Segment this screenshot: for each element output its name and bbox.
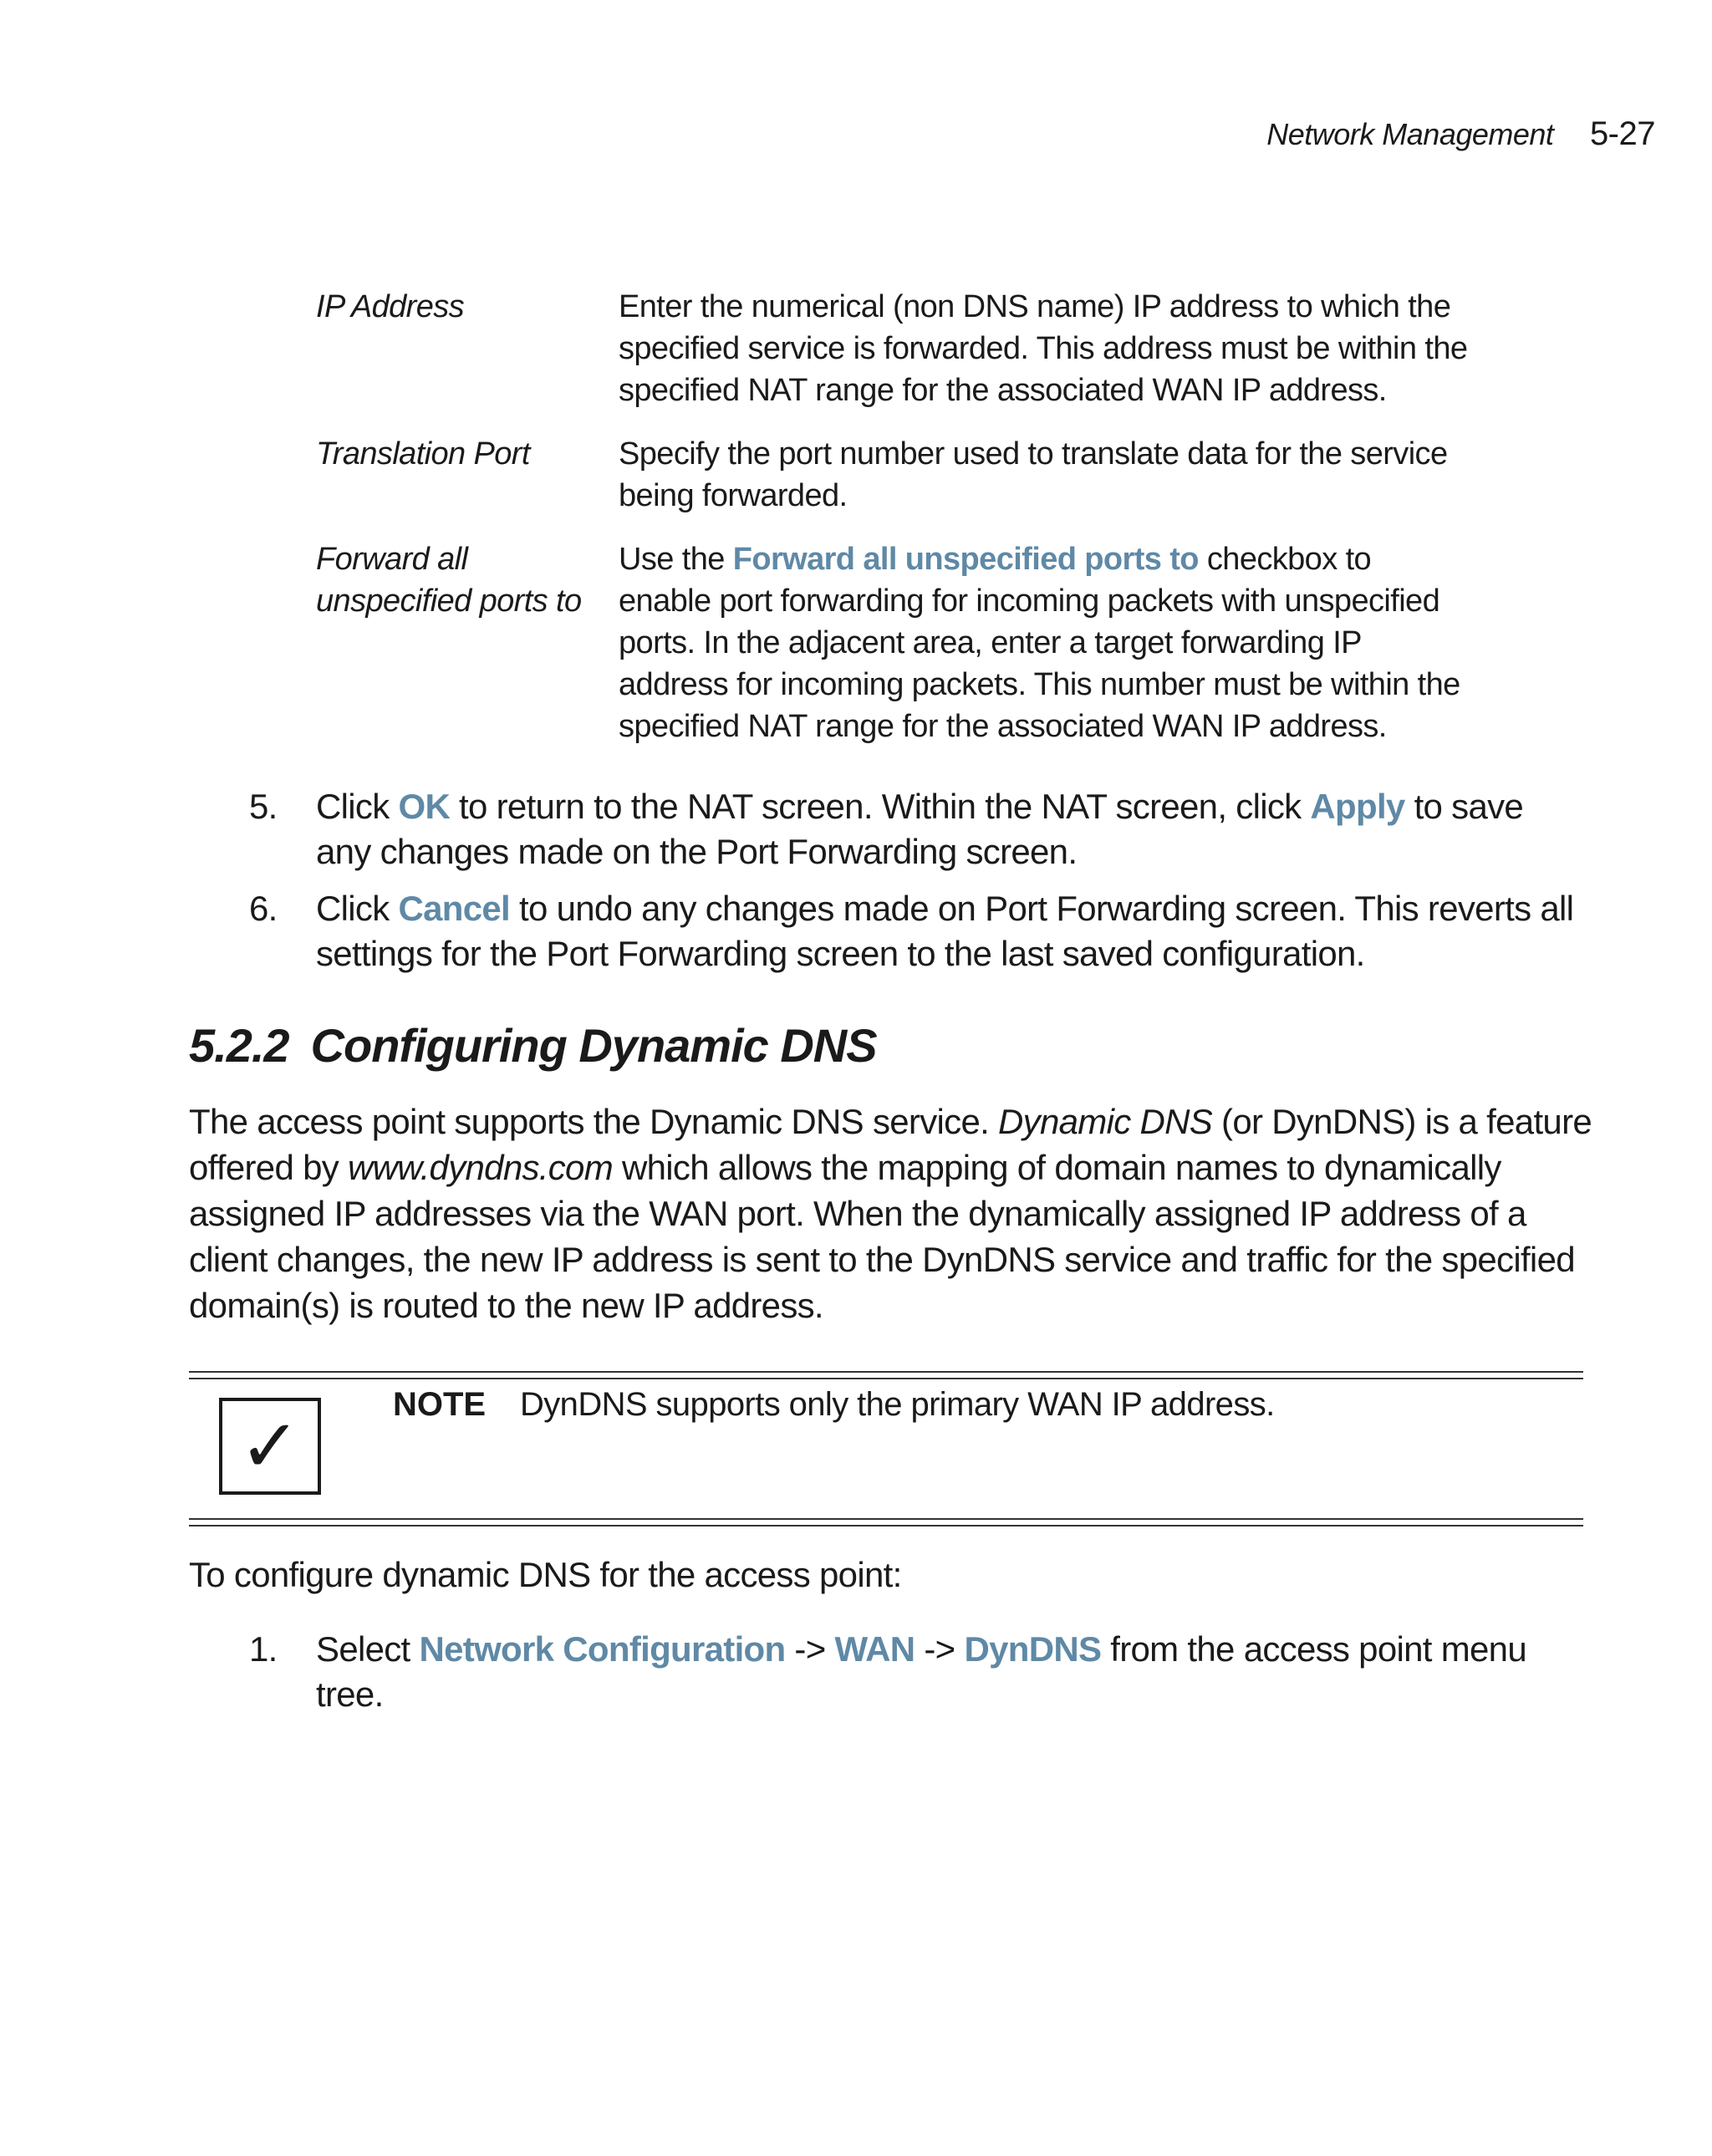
emphasis-text: www.dyndns.com <box>348 1148 613 1187</box>
definition-row <box>316 286 1470 411</box>
definition-row <box>316 433 1470 517</box>
text-run: Enter the numerical (non DNS name) IP address to which the specified service is forwarded. This address must be within the specified NAT range for the associated WAN IP address. <box>619 289 1468 408</box>
section-title: Configuring Dynamic DNS <box>310 1019 877 1072</box>
ui-reference: Apply <box>1310 787 1405 826</box>
definition-description <box>619 286 1470 411</box>
section-number: 5.2.2 <box>189 1019 289 1072</box>
step-text <box>316 886 1587 976</box>
text-run: The access point supports the Dynamic DNS service. <box>189 1102 999 1141</box>
step-text <box>316 1627 1587 1717</box>
procedure-steps-dyndns <box>249 1627 1587 1729</box>
step-number: 6. <box>249 889 278 928</box>
definition-description <box>619 433 1470 517</box>
text-run: to save any changes made on the Port Forwarding screen. <box>316 787 1524 871</box>
ui-reference: WAN <box>834 1629 915 1669</box>
page-number: 5-27 <box>1589 115 1655 152</box>
step-text <box>316 784 1587 874</box>
text-run: -> <box>915 1629 965 1669</box>
emphasis-text: Dynamic DNS <box>998 1102 1213 1141</box>
note-bottom-rule <box>189 1518 1583 1527</box>
step-number: 1. <box>249 1629 278 1669</box>
header-section-name: Network Management <box>1266 117 1554 151</box>
text-run: to return to the NAT screen. Within the NAT screen, click <box>450 787 1311 826</box>
ui-reference: DynDNS <box>964 1629 1102 1669</box>
definition-description <box>619 538 1470 747</box>
text-run: Use the <box>619 542 733 577</box>
ui-reference: Forward all unspecified ports to <box>732 542 1199 577</box>
text-run: which allows the mapping of domain names to dynamically assigned IP addresses via the WAN port. When the dynamically assigned IP address of a client changes, the new IP address is sent to the DynDNS service and traffic for the specified domain(s) is routed to the new IP address. <box>189 1148 1575 1325</box>
page-header <box>1266 115 1655 153</box>
step-item <box>249 886 1587 976</box>
definition-term: IP Address <box>316 289 465 324</box>
text-run: checkbox to enable port forwarding for incoming packets with unspecified ports. In the adjacent area, enter a target forwarding IP address for incoming packets. This number must be within the specified NAT range for the associated WAN IP address. <box>619 542 1460 744</box>
definition-table <box>316 286 1470 769</box>
step-item <box>249 1627 1587 1717</box>
text-run: Specify the port number used to translate data for the service being forwarded. <box>619 436 1448 513</box>
note-label: NOTE <box>393 1386 487 1423</box>
definition-term: Translation Port <box>316 436 530 471</box>
text-run: from the access point menu tree. <box>316 1629 1526 1714</box>
ui-reference: Network Configuration <box>419 1629 786 1669</box>
text-run: (or DynDNS) is a feature offered by <box>189 1102 1592 1187</box>
text-run: -> <box>785 1629 835 1669</box>
text-run: Click <box>316 787 399 826</box>
step-item <box>249 784 1587 874</box>
ui-reference: Cancel <box>398 889 510 928</box>
text-run: Select <box>316 1629 420 1669</box>
checkmark-icon: ✓ <box>219 1398 321 1495</box>
ui-reference: OK <box>398 787 451 826</box>
note-top-rule <box>189 1371 1583 1379</box>
definition-row <box>316 538 1470 747</box>
procedure-intro: To configure dynamic DNS for the access point: <box>189 1555 902 1594</box>
note-box <box>189 1371 1583 1527</box>
definition-term: Forward all unspecified ports to <box>316 542 582 619</box>
procedure-steps-port-forwarding <box>249 784 1587 988</box>
text-run: Click <box>316 889 399 928</box>
note-text: DynDNS supports only the primary WAN IP address. <box>520 1386 1275 1423</box>
text-run: to undo any changes made on Port Forwarding screen. This reverts all settings for the Port Forwarding screen to the last saved configuration. <box>316 889 1574 973</box>
section-heading <box>189 1018 877 1073</box>
body-paragraph <box>189 1098 1593 1328</box>
step-number: 5. <box>249 787 278 826</box>
